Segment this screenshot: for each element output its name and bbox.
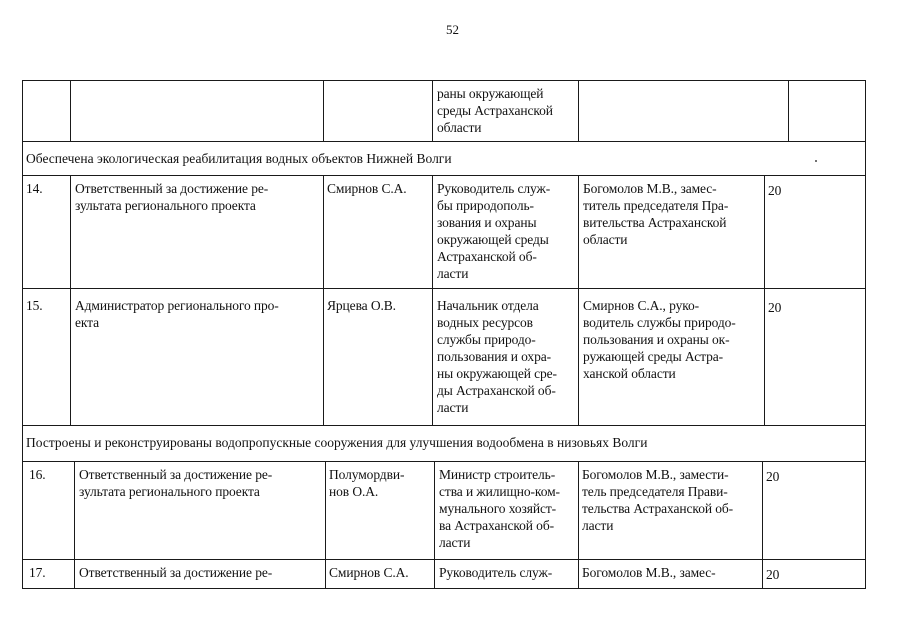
row-divider — [22, 288, 866, 289]
section-heading: Обеспечена экологическая реабилитация водных объектов Нижней Волги — [26, 151, 452, 166]
column-divider — [578, 80, 579, 141]
person-cell: Смирнов С.А. — [327, 181, 407, 196]
row-number: 15. — [26, 298, 43, 313]
position-cell: Руководитель служ- бы природополь- зования и охраны окружающей среды Астраханской об- ласти — [437, 181, 551, 281]
position-cell: Руководитель служ- — [439, 565, 553, 580]
supervisor-cell: Смирнов С.А., руко- водитель службы природо- пользования и охраны ок- ружающей среды Астра- ханской области — [583, 298, 736, 381]
row-number: 14. — [26, 181, 43, 196]
value-cell: 20 — [766, 469, 780, 484]
scan-speck — [815, 160, 817, 162]
value-cell: 20 — [768, 300, 782, 315]
value-cell: 20 — [768, 183, 782, 198]
column-divider — [434, 461, 435, 589]
row-number: 16. — [29, 467, 46, 482]
row-divider — [22, 141, 866, 142]
row-divider — [22, 175, 866, 176]
column-divider — [70, 175, 71, 425]
column-divider — [788, 80, 789, 141]
section-heading: Построены и реконструированы водопропускные сооружения для улучшения водообмена в низовьях Волги — [26, 435, 648, 450]
person-cell: Полумордви- нов О.А. — [329, 467, 405, 499]
role-cell: Администратор регионального про- екта — [75, 298, 279, 330]
column-divider — [764, 175, 765, 425]
role-cell: Ответственный за достижение ре- зультата регионального проекта — [79, 467, 273, 499]
column-divider — [323, 80, 324, 141]
column-divider — [578, 175, 579, 425]
value-cell: 20 — [766, 567, 780, 582]
column-divider — [578, 461, 579, 589]
person-cell: Смирнов С.А. — [329, 565, 409, 580]
table-right-border — [865, 80, 866, 589]
column-divider — [432, 175, 433, 425]
column-divider — [762, 461, 763, 589]
row-divider — [22, 425, 866, 426]
person-cell: Ярцева О.В. — [327, 298, 396, 313]
supervisor-cell: Богомолов М.В., замес- — [582, 565, 716, 580]
position-cell: Начальник отдела водных ресурсов службы природо- пользования и охра- ны окружающей сре- ды Астраханской об- ласти — [437, 298, 557, 415]
row-number: 17. — [29, 565, 46, 580]
position-cell: Министр строитель- ства и жилищно-ком- мунального хозяйст- ва Астраханской об- ласти — [439, 467, 560, 550]
role-cell: Ответственный за достижение ре- зультата регионального проекта — [75, 181, 269, 213]
supervisor-cell: Богомолов М.В., замести- тель председателя Прави- тельства Астраханской об- ласти — [582, 467, 734, 533]
supervisor-cell: Богомолов М.В., замес- титель председателя Пра- вительства Астраханской области — [583, 181, 729, 247]
row-divider — [22, 461, 866, 462]
continuation-position-cell: раны окружающей среды Астраханской области — [437, 86, 553, 135]
column-divider — [70, 80, 71, 141]
column-divider — [432, 80, 433, 141]
table-left-border — [22, 80, 23, 589]
column-divider — [74, 461, 75, 589]
column-divider — [323, 175, 324, 425]
table-top-border — [22, 80, 866, 81]
page-number: 52 — [446, 22, 459, 37]
row-divider — [22, 559, 866, 560]
table-bottom-border — [22, 588, 866, 589]
role-cell: Ответственный за достижение ре- — [79, 565, 273, 580]
column-divider — [325, 461, 326, 589]
